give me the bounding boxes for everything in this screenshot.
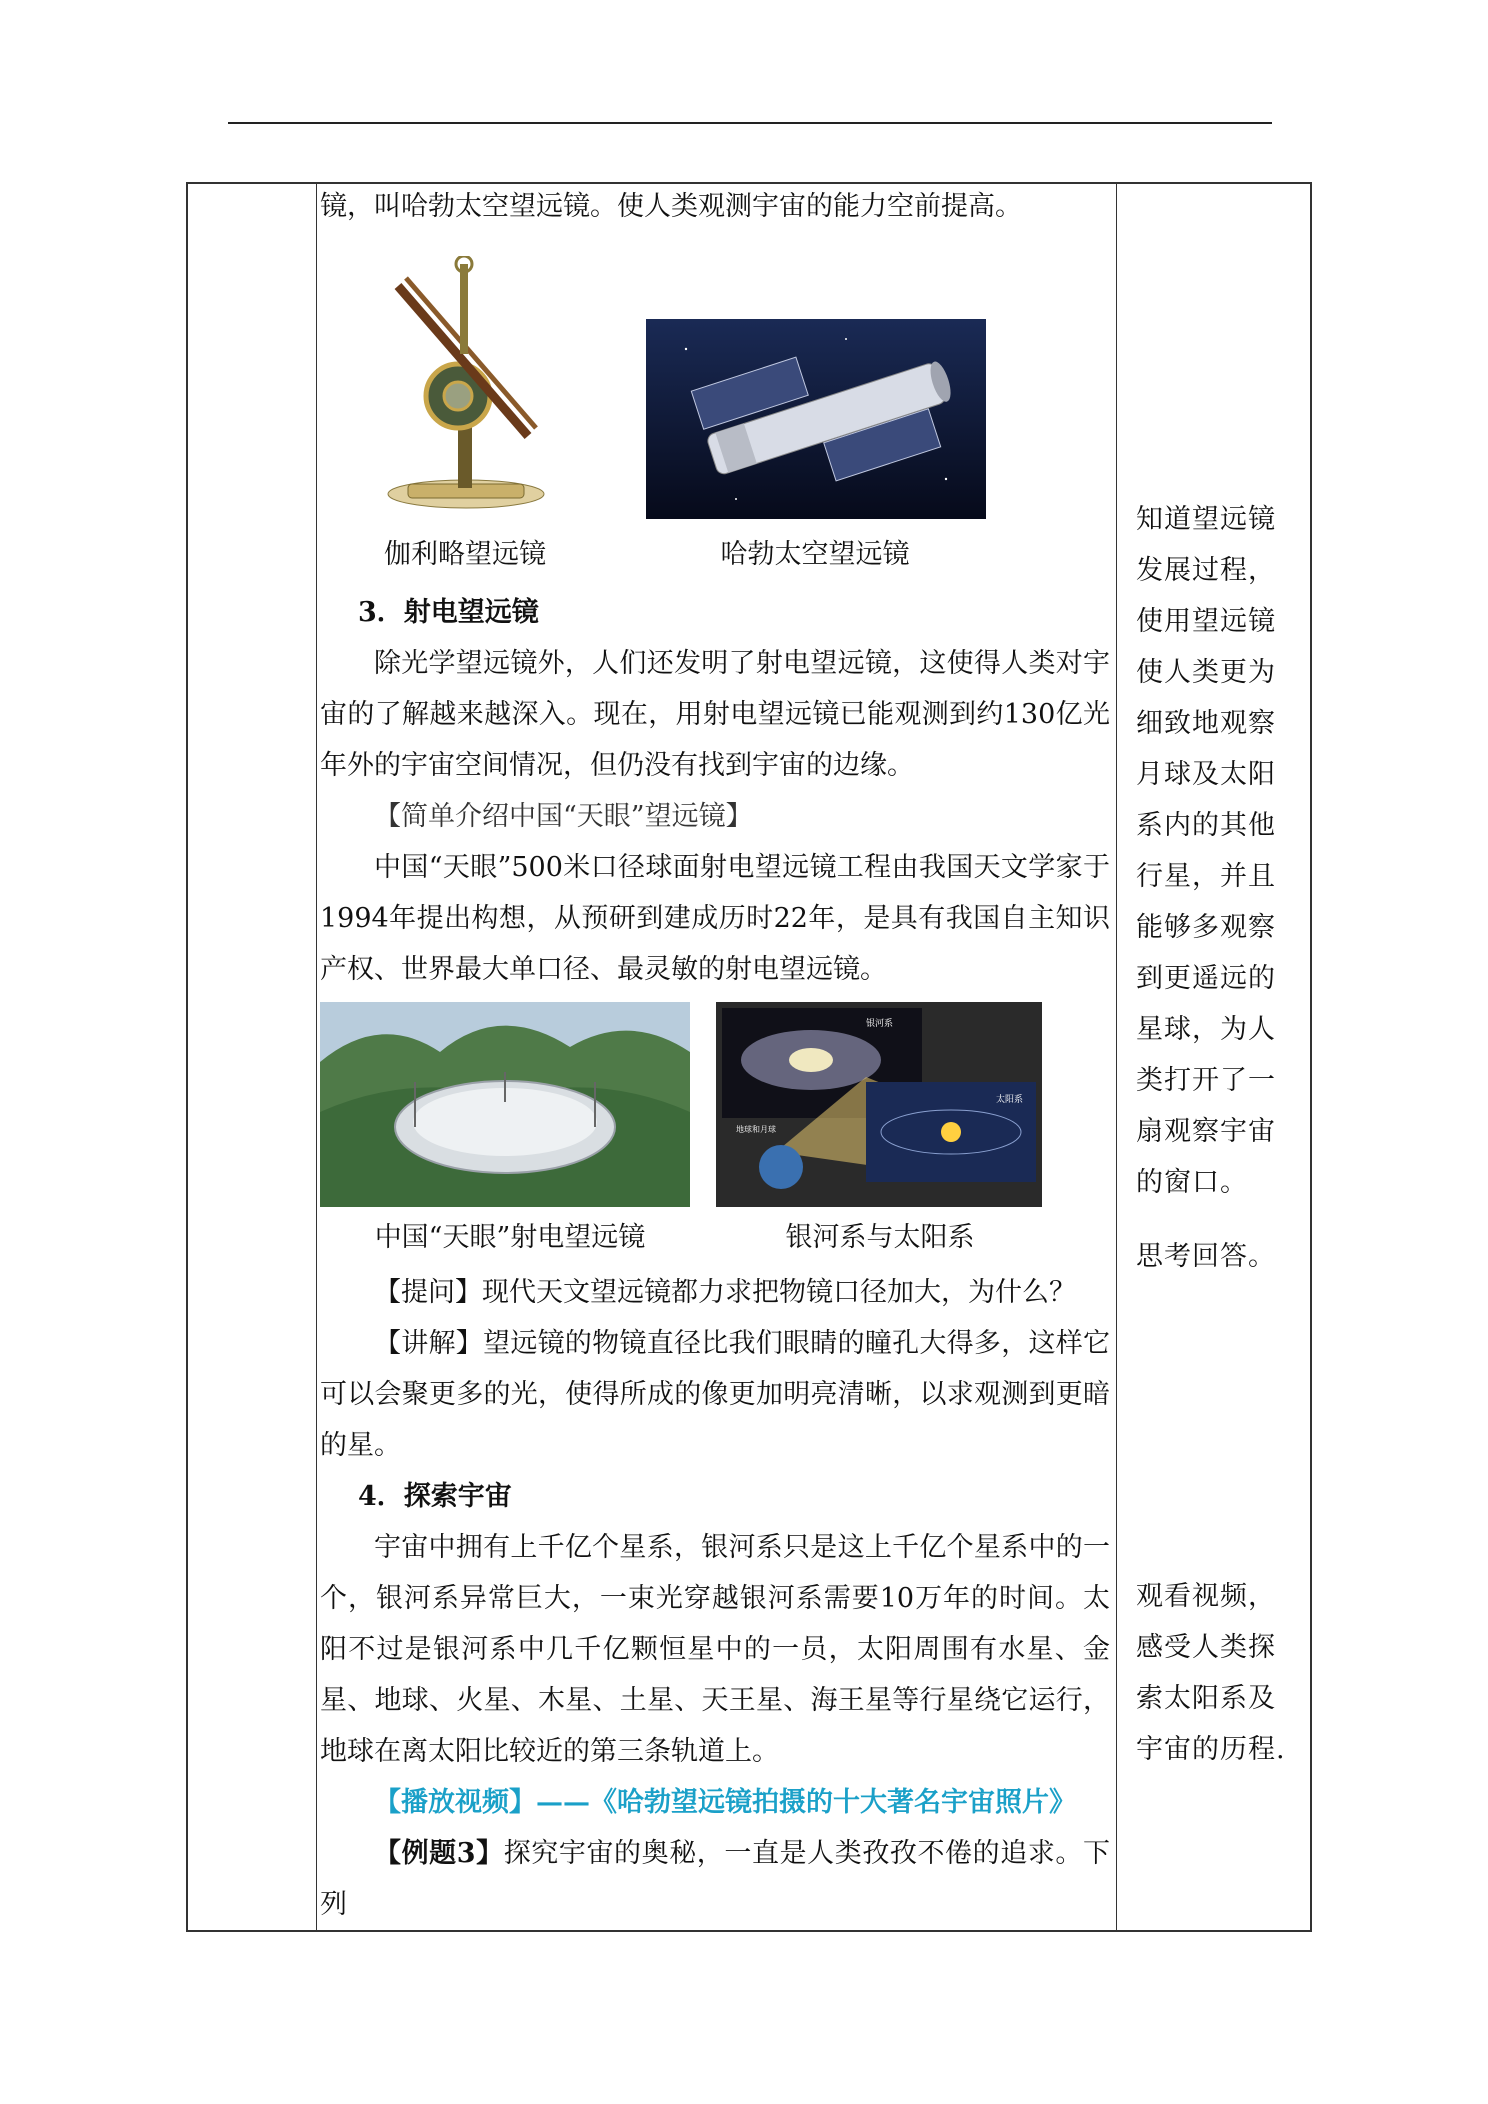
galaxy-label-earth-moon: 地球和月球	[736, 1125, 776, 1134]
fast-paragraph: 中国“天眼”500米口径球面射电望远镜工程由我国天文学家于1994年提出构想，从预研到建成历时22年，是具有我国自主知识产权、世界最大单口径、最灵敏的射电望远镜。	[320, 852, 1110, 985]
qa-and-section-4	[320, 1267, 1110, 1930]
fast-telescope-image	[320, 1002, 690, 1207]
column-divider-1	[316, 184, 317, 1930]
side-note-3: 观看视频，感受人类探索太阳系及宇宙的历程.	[1136, 1581, 1286, 1765]
side-note-1: 知道望远镜发展过程，使用望远镜使人类更为细致地观察月球及太阳系内的其他行星，并且能够多观察到更遥远的星球，为人类打开了一扇观察宇宙的窗口。	[1136, 504, 1276, 1198]
caption-hubble: 哈勃太空望远镜	[720, 539, 910, 570]
explain-paragraph	[320, 1318, 1110, 1471]
question-text: 现代天文望远镜都力求把物镜口径加大，为什么？	[482, 1277, 1076, 1308]
caption-galaxy: 银河系与太阳系	[785, 1222, 975, 1253]
galileo-telescope-image	[378, 256, 548, 518]
main-content-column	[320, 184, 1110, 1930]
side-note-2: 思考回答。	[1136, 1241, 1276, 1272]
explain-text: 望远镜的物镜直径比我们眼睛的瞳孔大得多，这样它可以会聚更多的光，使得所成的像更加明亮清晰，以求观测到更暗的星。	[320, 1328, 1111, 1461]
continued-line: 镜，叫哈勃太空望远镜。使人类观测宇宙的能力空前提高。	[320, 191, 1022, 222]
hubble-telescope-image	[646, 319, 986, 519]
column-divider-2	[1116, 184, 1117, 1930]
example-paragraph	[320, 1828, 1110, 1930]
question-paragraph	[320, 1267, 1110, 1318]
lesson-table	[186, 182, 1312, 1932]
galaxy-label-milky-way: 银河系	[866, 1019, 894, 1029]
explain-tag: 【讲解】	[374, 1328, 484, 1359]
section-3-title: 3．射电望远镜	[358, 597, 539, 628]
example-tag: 【例题3】	[374, 1838, 504, 1869]
section-3	[320, 587, 1110, 995]
galaxy-solar-system-image	[716, 1002, 1042, 1207]
caption-fast: 中国“天眼”射电望远镜	[374, 1222, 646, 1253]
section-4-paragraph: 宇宙中拥有上千亿个星系，银河系只是这上千亿个星系中的一个，银河系异常巨大，一束光穿越银河系需要10万年的时间。太阳不过是银河系中几千亿颗恒星中的一员，太阳周围有水星、金星、地球、火星、木星、土星、天王星、海王星等行星绕它运行，地球在离太阳比较近的第三条轨道上。	[320, 1532, 1110, 1767]
example-text: 探究宇宙的奥秘，一直是人类孜孜不倦的追求。下列	[320, 1838, 1110, 1920]
caption-galileo: 伽利略望远镜	[384, 539, 546, 570]
question-tag: 【提问】	[374, 1277, 482, 1308]
video-link[interactable]: 【播放视频】——《哈勃望远镜拍摄的十大著名宇宙照片》	[374, 1787, 1076, 1818]
galaxy-label-solar: 太阳系	[996, 1095, 1024, 1105]
section-4-title: 4．探索宇宙	[358, 1481, 512, 1512]
intro-bracket: 【简单介绍中国“天眼”望远镜】	[374, 801, 753, 832]
section-3-paragraph: 除光学望远镜外，人们还发明了射电望远镜，这使得人类对宇宙的了解越来越深入。现在，用射电望远镜已能观测到约130亿光年外的宇宙空间情况，但仍没有找到宇宙的边缘。	[320, 648, 1110, 781]
header-rule	[228, 122, 1272, 124]
